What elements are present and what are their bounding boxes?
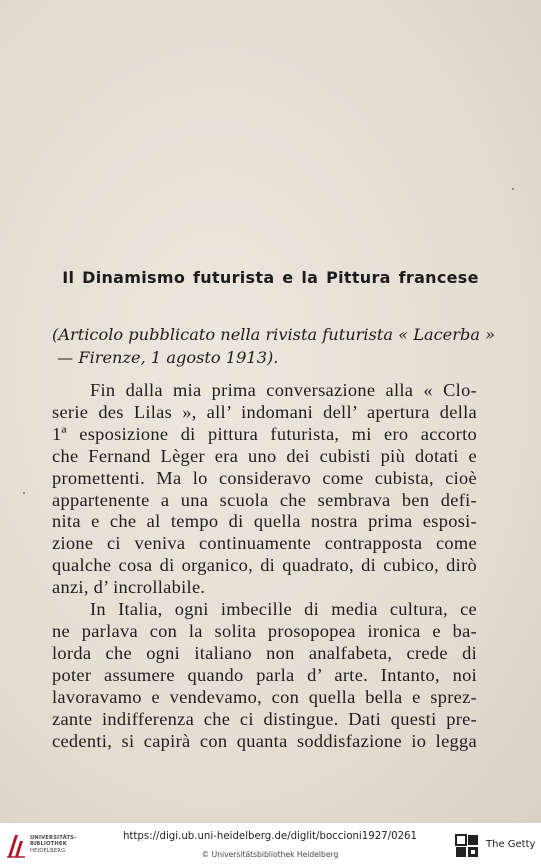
library-name-line: HEIDELBERG	[30, 847, 66, 854]
text-line: Fin dalla mia prima conversazione alla « Clo-	[90, 380, 477, 400]
library-name	[30, 835, 76, 854]
subtitle-line: (Articolo pubblicato nella rivista futurista « Lacerba »	[52, 325, 496, 344]
text-line: In Italia, ogni imbecille di media cultura, ce	[90, 599, 477, 620]
body-text	[52, 380, 477, 752]
text-line: cedenti, si capirà con quanta soddisfazione io legga	[52, 730, 477, 751]
library-name-line: UNIVERSITÄTS-	[30, 835, 77, 841]
source-url-link[interactable]: https://digi.ub.uni-heidelberg.de/diglit/boccioni1927/0261	[122, 831, 418, 842]
text-line: che Fernand Lèger era uno dei cubisti più dotati e	[52, 445, 477, 466]
text-line: poter assumere quando parla d’ arte. Intanto, noi	[52, 664, 477, 685]
copyright-notice: © Universitätsbibliothek Heidelberg	[201, 850, 339, 859]
text-line: 1ª esposizione di pittura futurista, mi ero accorto	[52, 423, 477, 444]
text-line: lavoravamo e vendevamo, con quella bella e sprez-	[52, 686, 477, 707]
text-line: lorda che ogni italiano non analfabeta, crede di	[52, 642, 477, 663]
text-line: zione ci veniva continuamente contrapposta come	[52, 533, 477, 554]
getty-logo[interactable]	[455, 834, 537, 858]
text-line: anzi, d’ incrollabile.	[52, 577, 206, 598]
paper-speck	[23, 492, 25, 494]
viewer-footer	[0, 822, 541, 868]
paper-speck	[512, 188, 514, 190]
getty-icon	[455, 834, 479, 858]
text-line: nita e che al tempo di quella nostra prima esposi-	[52, 511, 477, 532]
getty-name: The Getty	[486, 839, 536, 850]
text-line: ne parlava con la solita prosopopea ironica e ba-	[52, 620, 477, 641]
text-line: zante indifferenza che ci distingue. Dati questi pre-	[52, 708, 477, 729]
library-name-line: BIBLIOTHEK	[30, 841, 67, 848]
university-library-logo[interactable]	[6, 831, 96, 861]
text-line: promettenti. Ma lo consideravo come cubista, cioè	[52, 467, 477, 488]
library-logo-icon	[6, 833, 26, 859]
text-line: serie des Lilas », all’ indomani dell’ apertura della	[52, 401, 477, 422]
chapter-heading: Il Dinamismo futurista e la Pittura francese	[62, 268, 479, 287]
subtitle	[52, 323, 496, 369]
text-line: appartenente a una scuola che sembrava ben defi-	[52, 489, 477, 510]
text-line: qualche cosa di organico, di quadrato, di cubico, dirò	[52, 555, 477, 576]
subtitle-line: — Firenze, 1 agosto 1913).	[57, 348, 279, 367]
